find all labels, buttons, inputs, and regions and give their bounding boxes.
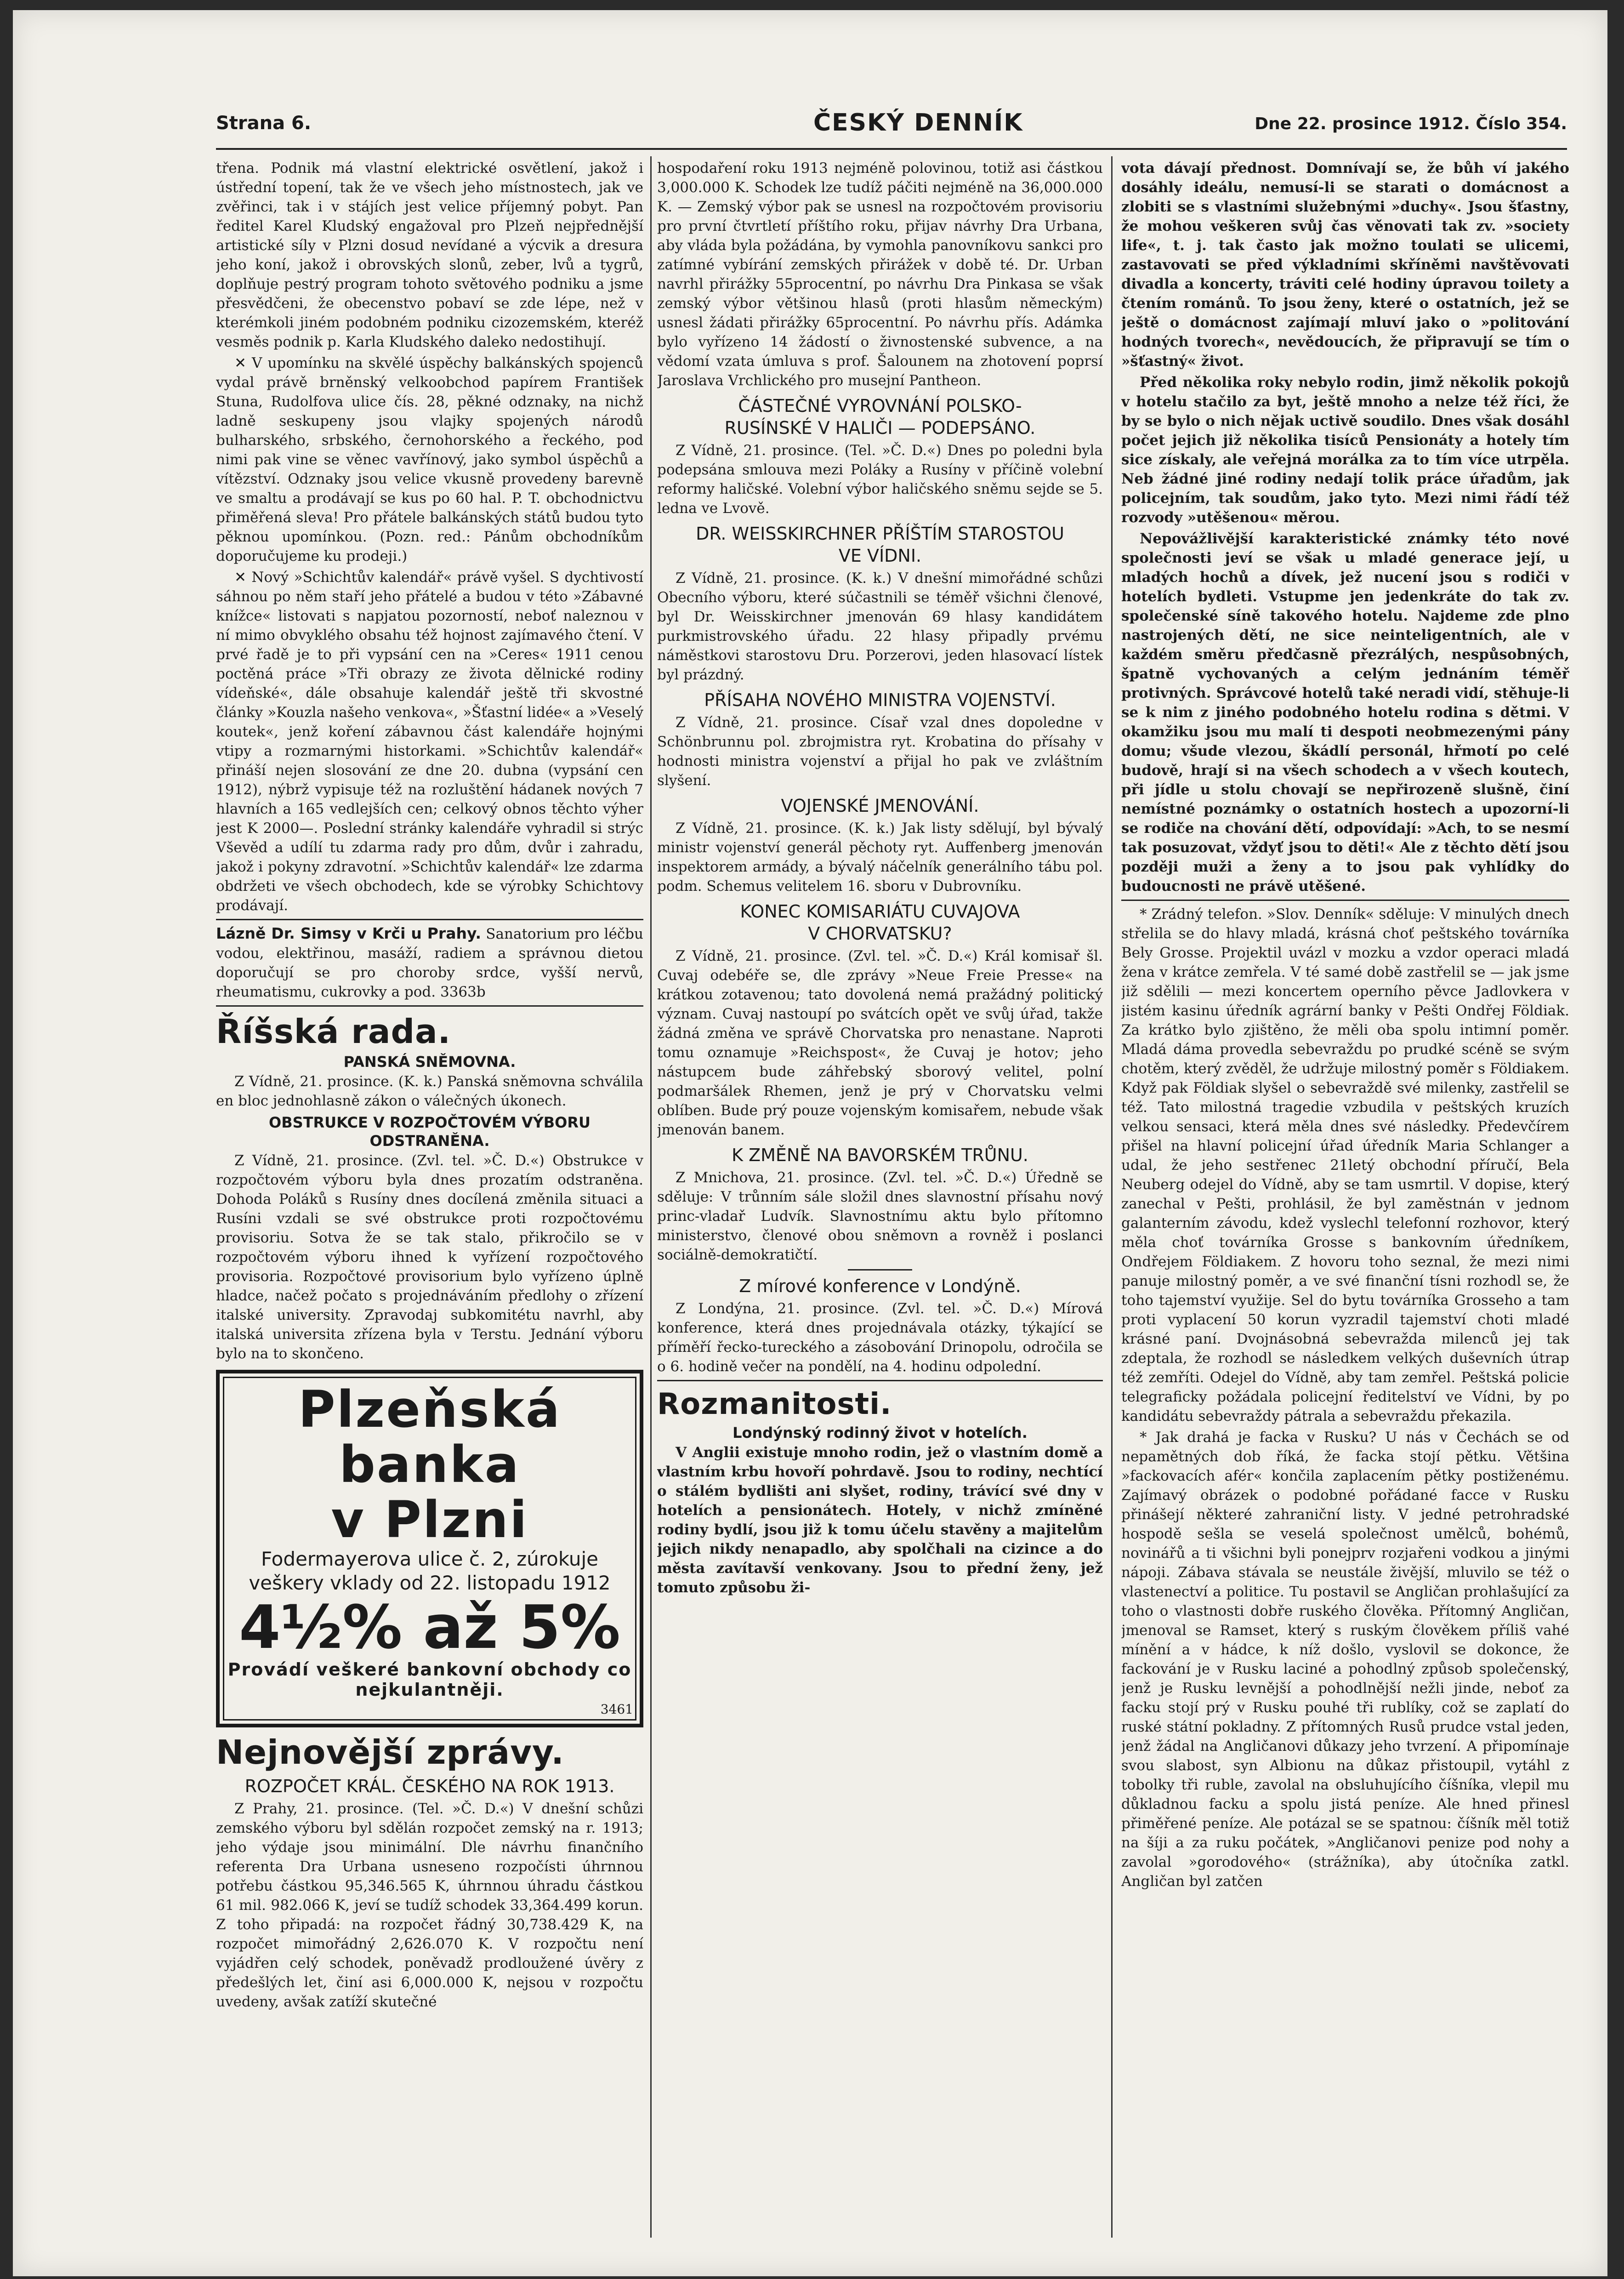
article-paragraph: vota dávají přednost. Domnívají se, že bůh ví jakého dosáhly ideálu, nemusí-li se starati o domácnost a zlobiti se s vlastními služebnými »duchy«. Jsou šťastny, že mohou veškeren svůj čas věnovati tak zv. »society life«, t. j. tak často jak možno toulati se ulicemi, zastavovati se před výkladními skříněmi navštěvovati divadla a koncerty, tráviti celé hodiny úpravou toilety a čtením románů. To jsou ženy, které o ostatních, jež se ještě o domácnost zajímají mluví jako o »politování hodných tvorech«, nevědoucích, že připravují se tím o »šťastný« život. — [1121, 160, 1569, 370]
heading-line: V CHORVATSKU? — [808, 923, 952, 944]
article-heading: Z mírové konference v Londýně. — [739, 1276, 1021, 1296]
ad-text: Sanatorium pro léčbu vodou, elektřinou, masáží, radiem a správnou dietou doporučují se pro choroby srdce, vyšší nervů, rheumatismu, cukrovky a pod. 3363b — [216, 926, 643, 1000]
article-paragraph: Z Vídně, 21. prosince. Císař vzal dnes dopoledne v Schönbrunnu pol. zbrojmistra ryt. Krobatina do přísahy v hodnosti ministra vojenství a přijal ho pak ve zvláštním slyšení. — [657, 714, 1103, 789]
subheading: PANSKÁ SNĚMOVNA. — [343, 1053, 516, 1071]
column-rule — [1111, 156, 1113, 2238]
bank-interest-rate: 4½% až 5% — [239, 1592, 620, 1662]
column-3 — [1121, 159, 1569, 2242]
article-heading: ROZPOČET KRÁL. ČESKÉHO NA ROK 1913. — [244, 1776, 615, 1796]
ad-number: 3461 — [600, 1702, 633, 1717]
article-paragraph: ✕ V upomínku na skvělé úspěchy balkánských spojenců vydal právě brněnský velkoobchod papírem František Stuna, Rudolfova ulice čís. 28, pěkné odznaky, na nichž ladně seskupeny jsou vlajky spojených národů bulharského, srbského, černohorského a řeckého, pod nimi pak vine se věnec vavřínový, jako symbol úspěchů a vítězství. Odznaky jsou velice vkusně provedeny barevně ve smaltu a prodávají se kus po 60 hal. P. T. obchodnictvu přiměřená sleva! Pro přátele balkánských států budou tyto pěknou upomínkou. (Pozn. red.: Pánům obchodníkům doporučujeme ku prodeji.) — [216, 355, 643, 564]
article-heading — [657, 900, 1103, 945]
subheading: Londýnský rodinný život v hotelích. — [733, 1424, 1028, 1441]
article-paragraph: Z Vídně, 21. prosince. (K. k.) Jak listy sdělují, byl bývalý ministr vojenství generál pěchoty ryt. Auffenberg jmenován inspektorem armády, a bývalý náčelník generálního tábu pol. podm. Schemus velitelem 16. sboru v Dubrovníku. — [657, 820, 1103, 895]
article-paragraph: Z Londýna, 21. prosince. (Zvl. tel. »Č. D.«) Mírová konference, která dnes projednávala otázky, týkající se příměří řecko-tureckého a zásobování Drinopolu, odročila se o 6. hodině večer na pondělí, na 4. hodinu odpolední. — [657, 1300, 1103, 1375]
column-2 — [657, 159, 1103, 2242]
divider — [1121, 900, 1569, 901]
article-paragraph: ✕ Nový »Schichtův kalendář« právě vyšel. S dychtivostí sáhnou po něm staří jeho přátelé a budou v této »Zábavné knížce« listovati s napjatou pozorností, neboť naleznou v ní mimo obvyklého obsahu též hojnost zajímavého čtení. V prvé řadě je to při vypsání cen na »Ceres« 1911 cenou poctěná práce »Tři obrazy ze života dělnické rodiny vídeňské«, dále obsahuje kalendář ještě tři skvostné články »Kouzla našeho venkova«, »Šťastní lidée« a »Veselý koutek«, jenž koření zábavnou část kalendáře hojnými vtipy a rozmarnými historkami. »Schichtův kalendář« přináší nejen slosování ze dne 20. dubna (vypsání cen 1912), nýbrž vypisuje též na rozluštění hádanek nových 7 hlavních a 165 vedlejších cen; celkový obnos těchto výher jest K 2000—. Poslední stránky kalendáře vyhradil si strýc Vševěd a udílí tu zdarma rady pro dům, dvůr i zahradu, jakož i pokyny zdravotní. »Schichtův kalendář« lze zdarma obdržeti ve všech obchodech, kde se výrobky Schichtovy prodávají. — [216, 569, 643, 914]
bank-ad — [216, 1370, 643, 1727]
bank-name: Plzeňská banka — [298, 1380, 562, 1494]
section-heading: Rozmanitosti. — [657, 1387, 892, 1421]
article-paragraph: Z Vídně, 21. prosince. (Zvl. tel. »Č. D.«) Obstrukce v rozpočtovém výboru byla dnes prozatím odstraněna. Dohoda Poláků s Rusíny dnes docílená změnila situaci a Rusíni vzdali se své obstrukce proti rozpočtovému provisoriu. Sotva že se tak stalo, přikročilo se v rozpočtovém výboru ihned k vyřízení rozpočtového provisoria. Rozpočtové provisorium bylo vyřízeno úplně hladce, načež počato s projednáváním předlohy o zřízení italské university. Zpravodaj subkomitétu navrhl, aby italská universita zřízena byla v Terstu. Jednání výboru bylo na to skončeno. — [216, 1152, 643, 1362]
article-heading — [657, 395, 1103, 439]
article-paragraph: třena. Podnik má vlastní elektrické osvětlení, jakož i ústřední topení, tak že ve všech jeho místnostech, jak ve zvěřinci, tak i v stájích jest velice příjemný pobyt. Pan ředitel Karel Kludský engažoval pro Plzeň nejpřednější artistické síly v Plzni dosud nevídané a výcvik a dresura jeho koní, jakož i obrovských slonů, zeber, lvů a tygrů, doplňuje pestrý program tohoto světového podniku a jsme přesvědčeni, že obecenstvo pobaví se zde lépe, než v kterémkoli jiném podobném podniku cizozemském, kteréž vesměs podnik p. Karla Kludského daleko nedostihují. — [216, 160, 643, 350]
article-paragraph: hospodaření roku 1913 nejméně polovinou, totiž asi částkou 3,000.000 K. Schodek lze tudíž páčiti nejméně na 36,000.000 K. — Zemský výbor pak se usnesl na rozpočtovém provisoriu pro první čtvrtletí příštího roku, přijav návrhy Dra Urbana, aby vláda byla požádána, by vymohla panovníkovu sankci pro zatímné vybírání zemských přirážek v době té. Dr. Urban navrhl přirážky 55procentní, po návrhu Dra Pinkasa se však zemský výbor většinou hlasů (proti hlasům německým) usnesl žádati přirážky 65procentní. Po návrhu přís. Adámka bylo vyřízeno 14 žádostí o živnostenské subvence, a na vědomí vzata úmluva s prof. Šalounem na zhotovení poprsí Jaroslava Vrchlického pro musejní Pantheon. — [657, 160, 1103, 389]
article-paragraph: Z Mnichova, 21. prosince. (Zvl. tel. »Č. D.«) Úředně se sděluje: V trůnním sále složil dnes slavnostní přísahu nový princ-vladař Ludvík. Slavnostnímu aktu bylo přítomno ministerstvo, členové obou sněmovn a rovněž i poslanci sociálně-demokratičtí. — [657, 1169, 1103, 1263]
bank-address: Fodermayerova ulice č. 2, zúrokuje veškery vklady od 22. listopadu 1912 — [249, 1548, 611, 1594]
article-heading: VOJENSKÉ JMENOVÁNÍ. — [781, 796, 979, 816]
sanatorium-ad — [216, 919, 643, 1007]
bank-city: v Plzni — [331, 1490, 528, 1549]
article-paragraph: Nepovážlivější karakteristické známky této nové společnosti jeví se však u mladé generace její, u mladých hochů a dívek, jež nucení jsou s rodiči v hotelích bydleti. Vstupme jen jedenkráte do tak zv. společenské síně takového hotelu. Najdeme zde plno nastrojených dětí, ne sice neinteligentních, ale v každém směru předčasně přezrálých, nespůsobných, špatně vychovaných a celým jednáním téměř protivných. Správcové hotelů také neradi vidí, stěhuje-li se k nim z jiného podobného hotelu rodina s dětmi. V okamžiku jsou mu malí ti despoti neobmezenými pány domu; všude vlezou, škádlí personál, hřmotí po celé budově, hrají si na všech schodech a v všech koutech, při jídle u stolu chovají se nepřirozeně slušně, činí nemístné poznámky o ostatních hostech a upozorní-li se rodiče na chování dětí, odpovídají: »Ach, to se nesmí tak posuzovat, vždyť jsou to děti!« Ale z těchto dětí jsou později muži a ženy a to jsou pak vyhlídky do budoucnosti ne právě utěšené. — [1121, 530, 1569, 895]
newspaper-title: ČESKÝ DENNÍK — [813, 109, 1023, 137]
heading-line: DR. WEISSKIRCHNER PŘÍŠTÍM STAROSTOU — [696, 524, 1064, 544]
article-paragraph: Z Vídně, 21. prosince. (Zvl. tel. »Č. D.«) Král komisař šl. Cuvaj odebéře se, dle zprávy »Neue Freie Presse« na krátkou zotavenou; tato dovolená nemá pražádný politický význam. Cuvaj nastoupí po svátcích opět ve svůj úřad, takže žádná změna ve správě Chorvatska pro nenastane. Naproti tomu oznamuje »Reichspost«, že Cuvaj je hotov; jeho nástupcem bude záhřebský sborový velitel, polní podmaršálek Rhemen, jenž je prý v Chorvatsku velmi oblíben. Bude prý pouze vojenským komisařem, nebude však jmenován banem. — [657, 948, 1103, 1138]
article-paragraph: Z Vídně, 21. prosince. (Tel. »Č. D.«) Dnes po poledni byla podepsána smlouva mezi Poláky a Rusíny v příčině volební reformy haličské. Volební výbor haličského sněmu sejde se 5. ledna ve Lvově. — [657, 442, 1103, 517]
issue-date: Dne 22. prosince 1912. Číslo 354. — [1255, 114, 1567, 133]
heading-line: VE VÍDNI. — [838, 546, 922, 566]
ad-title: Lázně Dr. Simsy v Krči u Prahy. — [216, 924, 481, 942]
article-paragraph: Z Prahy, 21. prosince. (Tel. »Č. D.«) V dnešní schůzi zemského výboru byl sdělán rozpočet zemský na r. 1913; jeho výdaje jsou minimální. Dle návrhu finančního referenta Dra Urbana usneseno rozpočísti úhrnnou potřebu částkou 95,346.565 K, úhrnnou úhradu částkou 61 mil. 982.066 K, jeví se tudíž schodek 33,364.499 korun. Z toho připadá: na rozpočet řádný 30,738.429 K, na rozpočet mimořádný 2,626.070 K. V rozpočtu není vyjádřen celý schodek, poněvadž prodloužené úvěry z předešlých let, činí asi 6,000.000 K, nejsou v rozpočtu uvedeny, avšak zatíží skutečné — [216, 1800, 643, 2010]
heading-line: KONEC KOMISARIÁTU CUVAJOVA — [740, 901, 1020, 922]
page-number: Strana 6. — [216, 113, 312, 134]
article-heading: K ZMĚNĚ NA BAVORSKÉM TRŮNU. — [732, 1145, 1028, 1165]
article-heading: PŘÍSAHA NOVÉHO MINISTRA VOJENSTVÍ. — [704, 690, 1056, 710]
article-paragraph: Z Vídně, 21. prosince. (K. k.) V dnešní mimořádné schůzi Obecního výboru, které súčastnili se téměř všichni členové, byl Dr. Weisskirchner jmenován 69 hlasy kandidátem purkmistrovského úřadu. 22 hlasy připadly prvému náměstkovi starostovu Dru. Porzerovi, jeden hlasovací lístek byl prázdný. — [657, 570, 1103, 683]
header-rule — [216, 148, 1567, 150]
article-paragraph: Před několika roky nebylo rodin, jimž několik pokojů v hotelu stačilo za byt, ještě mnoho a nelze též říci, že by se bylo o nich nějak uctivě soudilo. Dnes však dosáhl počet jejich již několika tisíců Pensionáty a hotely tím sice získaly, ale veřejná morálka za to tím více utrpěla. Neb žádné jiné rodiny nedají tolik práce úřadům, jak policejním, tak soudům, jako tyto. Mezi nimi řádí též rozvody »utěšenou« měrou. — [1121, 374, 1569, 526]
section-heading: Říšská rada. — [216, 1012, 451, 1051]
heading-line: RUSÍNSKÉ V HALIČI — PODEPSÁNO. — [724, 418, 1036, 438]
article-heading — [657, 523, 1103, 567]
article-paragraph: * Jak drahá je facka v Rusku? U nás v Čechách se od nepamětných dob říká, že facka stojí pětku. Většina »fackovacích afér« končila zaplacením pětky postiženému. Zajímavý obrázek o podobné pořádané facce v Rusku přinášejí některé zahraniční listy. V jedné petrohradské hospodě sešla se veselá společnost umělců, bohémů, novinářů a ti všichni byli ponejprv rozjařeni vodkou a jinými nápoji. Zábava stávala se neustále živější, mluvilo se též o vlastenectví a politice. Tu postavil se Angličan prohlašující za toho o vlastnosti dobře ruského člověka. Přítomný Angličan, jmenoval se Ramset, který s ruským člověkem příliš vahé mínění a v hádce, k níž došlo, vyslovil se dokonce, že fackování je v Rusku laciné a pohodlný způsob společenský, jenž je Rusku levnější a pohodlnější nežli jinde, neboť za facku stojí prý v Rusku pouhé tři rublíky, což se zaplatí do ruské státní pokladny. Z přítomných Rusů prudce vstal jeden, jenž žádal na Angličanovi důkazy jeho tvrzení. A připomínaje svou slabost, syn Albionu na důkaz přistoupil, vytáhl z tobolky tři ruble, zavolal na obsluhujícího číšníka, vlepil mu důkladnou facku a spolu jistá peníze. Ale hned přinesl přiměřené peníze. Ale potázal se se spatnou: číšník měl totiž na šíji a za ruku počátek, »Angličanovi penize pod nohy a zavolal »gorodového« (strážníka), aby útočníka zatkl. Angličan byl zatčen — [1121, 1429, 1569, 1890]
page-header — [216, 109, 1567, 145]
article-paragraph: V Anglii existuje mnoho rodin, jež o vlastním domě a vlastním krbu hovoří pohrdavě. Jsou to rodiny, nechtící o stálém bydlišti ani slyšet, rodiny, trávící své dny v hotelích a pensionátech. Hotely, v nichž zmíněné rodiny bydlí, jsou již k tomu účelu stavěny a majitelům jejich nikdy nenapadlo, aby spolčhali na cizince a do města zavítavší venkovany. Jsou to přední ženy, jež tomuto způsobu ži- — [657, 1444, 1103, 1596]
section-heading: Nejnovější zprávy. — [216, 1733, 564, 1772]
column-1 — [216, 159, 643, 2242]
column-rule — [650, 156, 652, 2238]
subheading: OBSTRUKCE V ROZPOČTOVÉM VÝBORU ODSTRANĚNA. — [269, 1114, 591, 1150]
divider — [657, 1380, 1103, 1381]
heading-line: ČÁSTEČNÉ VYROVNÁNÍ POLSKO- — [738, 396, 1022, 416]
article-paragraph: Z Vídně, 21. prosince. (K. k.) Panská sněmovna schválila en bloc jednohlasně zákon o válečných úkonech. — [216, 1073, 643, 1109]
article-paragraph: * Zrádný telefon. »Slov. Denník« sděluje: V minulých dnech střelila se do hlavy mladá, krásná choť peštského továrníka Bely Grosse. Projektil uvázl v mozku a vzdor operaci mladá žena v krátce zemřela. V té samé době zastřelil se — jak jsme již sdělili — mezi koncertem operního pěvce Jadlovkera v jistém kasinu úředník agrární banky v Pešti Ondřej Földiak. Za krátko bylo zjištěno, že měli oba spolu intimní poměr. Mladá dáma provedla sebevraždu po prudké scéně se svým chotěm, který zvěděl, že udržuje milostný poměr s Földiakem. Když pak Földiak slyšel o sebevraždě své milenky, zastřelil se též. Tato milostná tragedie vzbudila v peštských kruzích velkou sensaci, která měla dnes své následky. Předevčírem přišel na hlavní policejní úřad úředník Maria Schlanger a udal, že jeho sestřenec 21letý obchodní příručí, Bela Neuberg odejel do Vídně, aby se tam usmrtil. V dopise, který zanechal v Pešti, prohlásil, že byl zaměstnán v jednom galanterním závodu, kdež vyslechl telefonní rozhovor, který měla choť továrníka Grosse s bankovním úředníkem, Ondřejem Földiakem. Z hovoru toho seznal, že mezi nimi panuje milostný poměr, a ve své finanční tísni rozhodl se, že toho tajemství využije. Sel do bytu továrníka Grosseho a tam proti vyplacení 50 korun vyzradil tajemství choti mladé krásné paní. Dvojnásobná sebevražda milenců jej tak zdeptala, že rozhodl se následkem velkých duševních útrap též zemříti. Odejel do Vídně, aby tam zemřel. Peštská policie telegraficky požádala policejní ředitelství ve Vídni, by po kandidátu sebevraždy pátrala a sebevraždu překazila. — [1121, 906, 1569, 1424]
divider — [848, 1269, 912, 1271]
bank-slogan: Provádí veškeré bankovní obchody co nejkulantněji. — [227, 1659, 632, 1700]
